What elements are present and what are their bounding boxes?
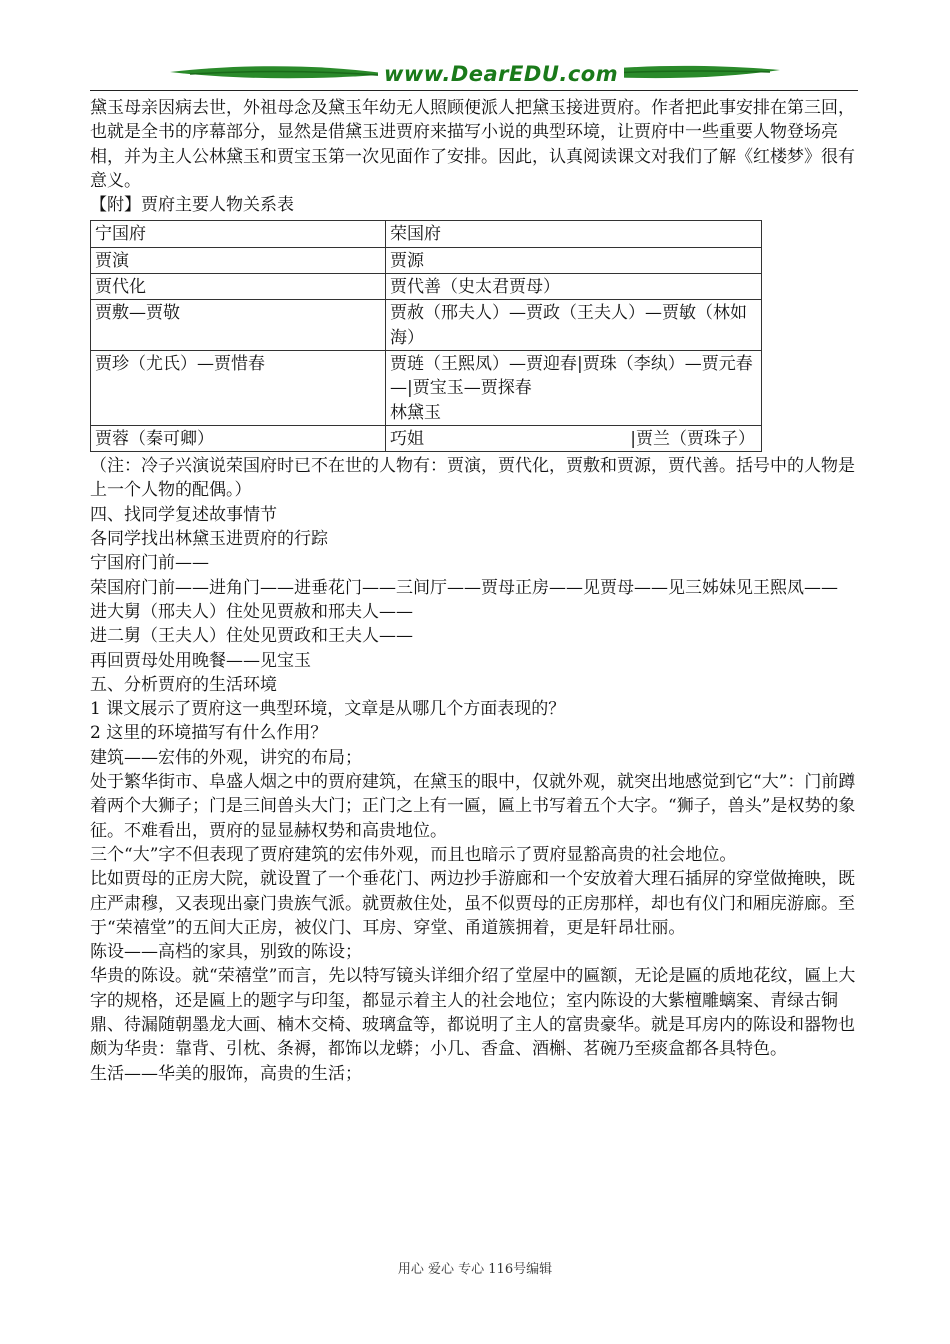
relationship-table	[90, 220, 762, 452]
document-body	[90, 96, 860, 1086]
route-step: 进大舅（邢夫人）住处见贾赦和邢夫人——	[90, 601, 413, 622]
table-row	[91, 425, 762, 451]
section-heading: 五、分析贾府的生活环境	[90, 674, 277, 695]
subheading: 建筑——宏伟的外观，讲究的布局；	[90, 747, 362, 768]
paragraph: 处于繁华街市、阜盛人烟之中的贾府建筑，在黛玉的眼中，仅就外观，就突出地感觉到它“大”：门前蹲着两个大狮子；门是三间兽头大门；正门之上有一匾，匾上书写着五个大字。“狮子，兽头”是权势的象征。不难看出，贾府的显显赫权势和高贵地位。	[90, 772, 856, 841]
intro-paragraph: 黛玉母亲因病去世，外祖母念及黛玉年幼无人照顾便派人把黛玉接进贾府。作者把此事安排在第三回，也就是全书的序幕部分，显然是借黛玉进贾府来描写小说的典型环境，让贾府中一些重要人物登场亮相，并为主人公林黛玉和贾宝玉第一次见面作了安排。因此，认真阅读课文对我们了解《红楼梦》很有意义。	[90, 98, 855, 191]
paragraph: 三个“大”字不但表现了贾府建筑的宏伟外观，而且也暗示了贾府显豁高贵的社会地位。	[90, 844, 737, 865]
site-header	[90, 58, 858, 92]
route-step: 再回贾母处用晚餐——见宝玉	[90, 650, 311, 671]
table-cell-text: |贾兰（贾珠子）	[630, 428, 755, 449]
table-cell: 贾演	[91, 247, 386, 273]
route-step: 宁国府门前——	[90, 553, 209, 574]
table-cell: 贾源	[386, 247, 762, 273]
table-row	[91, 274, 762, 300]
table-cell: 贾代善（史太君贾母）	[386, 274, 762, 300]
subheading: 陈设——高档的家具，别致的陈设；	[90, 942, 362, 963]
table-note: （注：冷子兴演说荣国府时已不在世的人物有：贾演，贾代化，贾敷和贾源，贾代善。括号中的人物是上一个人物的配偶。）	[90, 456, 855, 501]
subheading: 生活——华美的服饰，高贵的生活；	[90, 1063, 362, 1084]
table-cell-text: 巧姐	[390, 428, 424, 449]
question: 1 课文展示了贾府这一典型环境，文章是从哪几个方面表现的？	[90, 699, 566, 720]
table-cell: 贾敷—贾敬	[91, 300, 386, 351]
question: 2 这里的环境描写有什么作用？	[90, 723, 328, 744]
table-cell: 贾赦（邢夫人）—贾政（王夫人）—贾敏（林如海）	[386, 300, 762, 351]
table-header-row	[91, 221, 762, 247]
table-header-cell: 宁国府	[91, 221, 386, 247]
table-row	[91, 300, 762, 351]
table-row	[91, 247, 762, 273]
table-cell: 贾蓉（秦可卿）	[91, 425, 386, 451]
page-footer: 用心 爱心 专心 116号编辑	[397, 1262, 553, 1277]
table-cell	[386, 425, 762, 451]
paragraph: 各同学找出林黛玉进贾府的行踪	[90, 529, 328, 550]
table-cell: 贾珍（尤氏）—贾惜春	[91, 350, 386, 425]
route-step: 进二舅（王夫人）住处见贾政和王夫人——	[90, 626, 413, 647]
table-header-cell: 荣国府	[386, 221, 762, 247]
section-heading: 四、找同学复述故事情节	[90, 504, 277, 525]
table-cell: 贾代化	[91, 274, 386, 300]
header-divider	[90, 90, 858, 91]
table-cell-text: 林黛玉	[390, 402, 441, 423]
site-logo-text[interactable]: www.DearEDU.com	[378, 62, 624, 86]
table-row	[91, 350, 762, 425]
table-cell-text: 贾琏（王熙凤）—贾迎春|贾珠（李纨）—贾元春—|贾宝玉—贾探春	[390, 353, 753, 399]
table-caption: 【附】贾府主要人物关系表	[90, 195, 294, 216]
paragraph: 比如贾母的正房大院，就设置了一个垂花门、两边抄手游廊和一个安放着大理石插屏的穿堂做掩映，既庄严肃穆，又表现出豪门贵族气派。就贾赦住处，虽不似贾母的正房那样，却也有仪门和厢庑游廊。至于“荣禧堂”的五间大正房，被仪门、耳房、穿堂、甬道簇拥着，更是轩昂壮丽。	[90, 869, 855, 938]
paragraph: 华贵的陈设。就“荣禧堂”而言，先以特写镜头详细介绍了堂屋中的匾额，无论是匾的质地花纹，匾上大字的规格，还是匾上的题字与印玺，都显示着主人的社会地位；室内陈设的大紫檀雕螭案、青绿古铜鼎、待漏随朝墨龙大画、楠木交椅、玻璃盒等，都说明了主人的富贵豪华。就是耳房内的陈设和器物也颇为华贵：靠背、引枕、条褥，都饰以龙蟒；小几、香盒、酒槲、茗碗乃至痰盒都各具特色。	[90, 966, 856, 1060]
table-cell	[386, 350, 762, 425]
route-step: 荣国府门前——进角门——进垂花门——三间厅——贾母正房——见贾母——见三姊妹见王熙凤——	[90, 577, 838, 598]
